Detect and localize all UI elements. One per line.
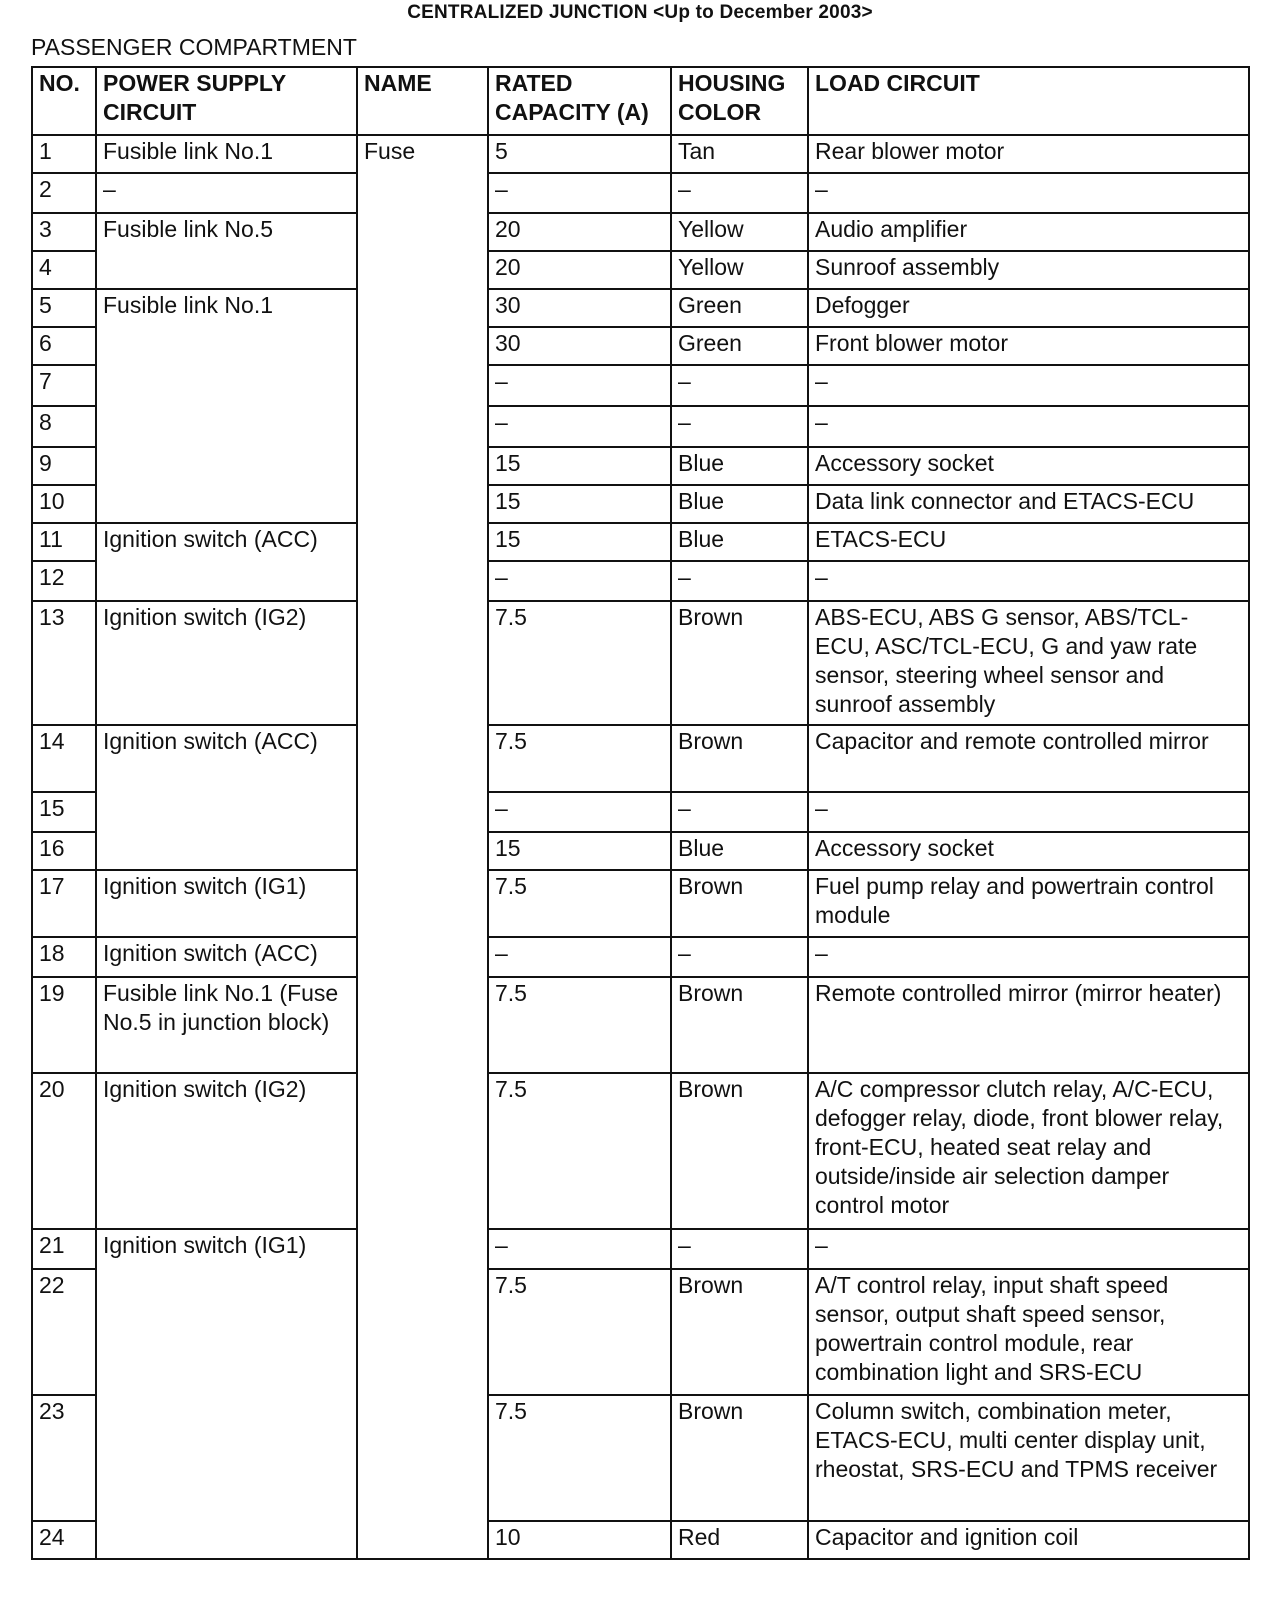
rated-capacity: 7.5 <box>488 601 671 725</box>
fuse-number: 21 <box>32 1229 96 1269</box>
load-circuit: – <box>808 792 1249 832</box>
load-circuit: Accessory socket <box>808 447 1249 485</box>
table-row <box>32 289 1249 327</box>
rated-capacity: 15 <box>488 447 671 485</box>
power-supply-cell: Fusible link No.1 <box>96 135 357 173</box>
table-header-row <box>32 67 1249 135</box>
rated-capacity: 5 <box>488 135 671 173</box>
column-header-rated-capacity: RATED CAPACITY (A) <box>488 67 671 135</box>
fuse-number: 19 <box>32 977 96 1073</box>
fuse-number: 22 <box>32 1269 96 1395</box>
fuse-number: 24 <box>32 1521 96 1559</box>
load-circuit: – <box>808 173 1249 213</box>
load-circuit: Capacitor and ignition coil <box>808 1521 1249 1559</box>
load-circuit: Fuel pump relay and powertrain control module <box>808 870 1249 937</box>
housing-color: Yellow <box>671 251 808 289</box>
fuse-number: 9 <box>32 447 96 485</box>
fuse-number: 18 <box>32 937 96 977</box>
housing-color: Blue <box>671 523 808 561</box>
housing-color: Blue <box>671 485 808 523</box>
housing-color: Brown <box>671 977 808 1073</box>
load-circuit: – <box>808 561 1249 601</box>
column-header-no: NO. <box>32 67 96 135</box>
rated-capacity: 20 <box>488 213 671 251</box>
table-row <box>32 135 1249 173</box>
fuse-name-cell: Fuse <box>357 135 488 1559</box>
rated-capacity: 30 <box>488 327 671 365</box>
fuse-number: 15 <box>32 792 96 832</box>
column-header-housing-color: HOUSING COLOR <box>671 67 808 135</box>
housing-color: – <box>671 561 808 601</box>
load-circuit: – <box>808 365 1249 406</box>
load-circuit: Sunroof assembly <box>808 251 1249 289</box>
housing-color: Red <box>671 1521 808 1559</box>
column-header-power-supply: POWER SUPPLY CIRCUIT <box>96 67 357 135</box>
table-row <box>32 213 1249 251</box>
load-circuit: Rear blower motor <box>808 135 1249 173</box>
load-circuit: Data link connector and ETACS-ECU <box>808 485 1249 523</box>
power-supply-cell: Fusible link No.1 <box>96 289 357 523</box>
load-circuit: A/C compressor clutch relay, A/C-ECU, defogger relay, diode, front blower relay, front-ECU, heated seat relay and outside/inside air selection damper control motor <box>808 1073 1249 1229</box>
power-supply-cell: – <box>96 173 357 213</box>
fuse-number: 7 <box>32 365 96 406</box>
fuse-number: 4 <box>32 251 96 289</box>
rated-capacity: 7.5 <box>488 977 671 1073</box>
load-circuit: Audio amplifier <box>808 213 1249 251</box>
load-circuit: A/T control relay, input shaft speed sensor, output shaft speed sensor, powertrain control module, rear combination light and SRS-ECU <box>808 1269 1249 1395</box>
rated-capacity: 7.5 <box>488 725 671 792</box>
power-supply-cell: Ignition switch (IG2) <box>96 601 357 725</box>
housing-color: Blue <box>671 447 808 485</box>
power-supply-cell: Ignition switch (IG1) <box>96 870 357 937</box>
table-row <box>32 523 1249 561</box>
rated-capacity: 7.5 <box>488 1269 671 1395</box>
housing-color: Brown <box>671 870 808 937</box>
fuse-number: 16 <box>32 832 96 870</box>
housing-color: – <box>671 365 808 406</box>
housing-color: Brown <box>671 725 808 792</box>
rated-capacity: – <box>488 173 671 213</box>
rated-capacity: – <box>488 406 671 447</box>
housing-color: – <box>671 173 808 213</box>
load-circuit: ETACS-ECU <box>808 523 1249 561</box>
load-circuit: Accessory socket <box>808 832 1249 870</box>
housing-color: Brown <box>671 1073 808 1229</box>
load-circuit: Remote controlled mirror (mirror heater) <box>808 977 1249 1073</box>
power-supply-cell: Ignition switch (ACC) <box>96 937 357 977</box>
load-circuit: Defogger <box>808 289 1249 327</box>
fuse-table <box>31 66 1250 1560</box>
column-header-load-circuit: LOAD CIRCUIT <box>808 67 1249 135</box>
fuse-number: 23 <box>32 1395 96 1521</box>
housing-color: Green <box>671 327 808 365</box>
housing-color: – <box>671 406 808 447</box>
load-circuit: – <box>808 406 1249 447</box>
power-supply-cell: Ignition switch (IG2) <box>96 1073 357 1229</box>
rated-capacity: 30 <box>488 289 671 327</box>
fuse-number: 2 <box>32 173 96 213</box>
housing-color: – <box>671 1229 808 1269</box>
rated-capacity: – <box>488 365 671 406</box>
rated-capacity: 10 <box>488 1521 671 1559</box>
housing-color: – <box>671 937 808 977</box>
column-header-name: NAME <box>357 67 488 135</box>
load-circuit: – <box>808 1229 1249 1269</box>
table-row <box>32 870 1249 937</box>
housing-color: Yellow <box>671 213 808 251</box>
table-row <box>32 977 1249 1073</box>
rated-capacity: 7.5 <box>488 1395 671 1521</box>
fuse-number: 14 <box>32 725 96 792</box>
housing-color: Brown <box>671 601 808 725</box>
fuse-number: 20 <box>32 1073 96 1229</box>
table-row <box>32 173 1249 213</box>
fuse-number: 10 <box>32 485 96 523</box>
power-supply-cell: Ignition switch (IG1) <box>96 1229 357 1559</box>
load-circuit: – <box>808 937 1249 977</box>
section-title: PASSENGER COMPARTMENT <box>31 34 357 60</box>
power-supply-cell: Ignition switch (ACC) <box>96 523 357 601</box>
rated-capacity: 7.5 <box>488 870 671 937</box>
rated-capacity: 15 <box>488 485 671 523</box>
housing-color: Green <box>671 289 808 327</box>
rated-capacity: – <box>488 1229 671 1269</box>
housing-color: – <box>671 792 808 832</box>
fuse-number: 8 <box>32 406 96 447</box>
rated-capacity: 20 <box>488 251 671 289</box>
fuse-number: 1 <box>32 135 96 173</box>
fuse-number: 13 <box>32 601 96 725</box>
fuse-number: 17 <box>32 870 96 937</box>
load-circuit: Column switch, combination meter, ETACS-ECU, multi center display unit, rheostat, SRS-ECU and TPMS receiver <box>808 1395 1249 1521</box>
table-row <box>32 1229 1249 1269</box>
power-supply-cell: Ignition switch (ACC) <box>96 725 357 870</box>
table-row <box>32 937 1249 977</box>
document-title: CENTRALIZED JUNCTION <Up to December 2003> <box>407 2 873 23</box>
fuse-number: 11 <box>32 523 96 561</box>
table-row <box>32 1073 1249 1229</box>
housing-color: Brown <box>671 1395 808 1521</box>
rated-capacity: 7.5 <box>488 1073 671 1229</box>
power-supply-cell: Fusible link No.1 (Fuse No.5 in junction block) <box>96 977 357 1073</box>
housing-color: Brown <box>671 1269 808 1395</box>
table-row <box>32 601 1249 725</box>
rated-capacity: – <box>488 937 671 977</box>
housing-color: Tan <box>671 135 808 173</box>
rated-capacity: 15 <box>488 832 671 870</box>
fuse-number: 3 <box>32 213 96 251</box>
load-circuit: Capacitor and remote controlled mirror <box>808 725 1249 792</box>
housing-color: Blue <box>671 832 808 870</box>
rated-capacity: 15 <box>488 523 671 561</box>
load-circuit: Front blower motor <box>808 327 1249 365</box>
load-circuit: ABS-ECU, ABS G sensor, ABS/TCL-ECU, ASC/TCL-ECU, G and yaw rate sensor, steering wheel sensor and sunroof assembly <box>808 601 1249 725</box>
table-row <box>32 725 1249 792</box>
fuse-number: 12 <box>32 561 96 601</box>
fuse-number: 6 <box>32 327 96 365</box>
fuse-number: 5 <box>32 289 96 327</box>
power-supply-cell: Fusible link No.5 <box>96 213 357 289</box>
rated-capacity: – <box>488 792 671 832</box>
rated-capacity: – <box>488 561 671 601</box>
